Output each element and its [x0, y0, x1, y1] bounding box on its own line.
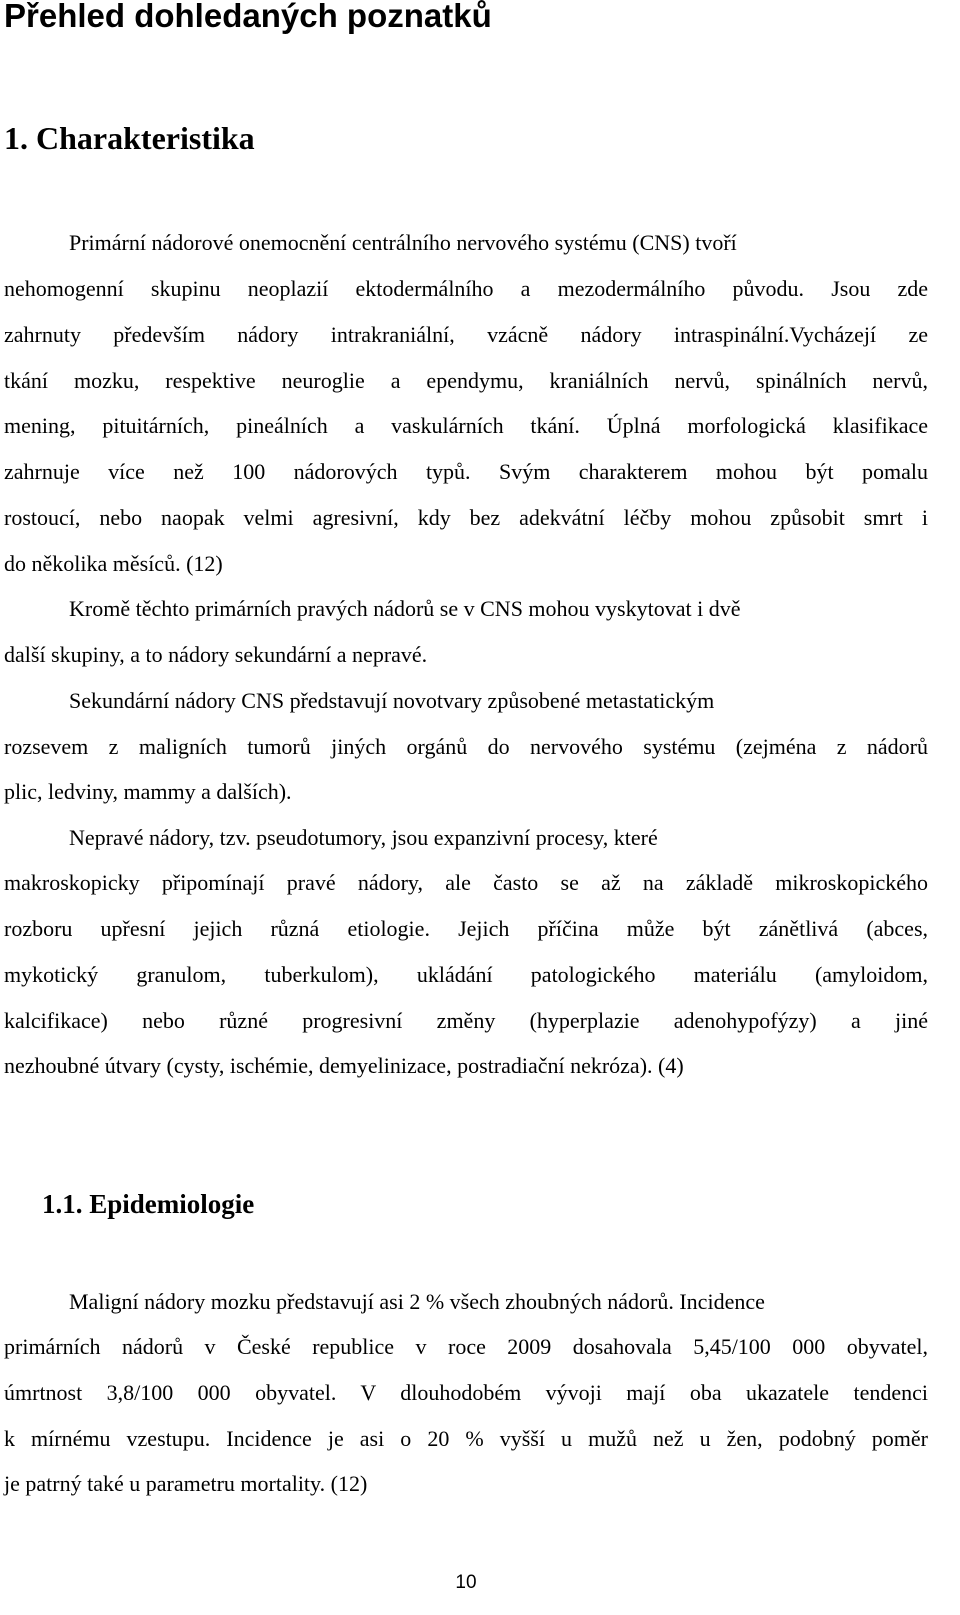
paragraph-line: primárních nádorů v České republice v roce 2009 dosahovala 5,45/100 000 obyvatel, — [4, 1334, 928, 1359]
paragraph-line: zahrnuje více než 100 nádorových typů. Svým charakterem mohou být pomalu — [4, 459, 928, 484]
paragraph-line: je patrný také u parametru mortality. (12) — [4, 1471, 368, 1496]
paragraph-line: tkání mozku, respektive neuroglie a ependymu, kraniálních nervů, spinálních nervů, — [4, 368, 928, 393]
paragraph-line: zahrnuty především nádory intrakraniální, vzácně nádory intraspinální.Vycházejí ze — [4, 322, 928, 347]
paragraph-line: plic, ledviny, mammy a dalších). — [4, 779, 292, 804]
paragraph-line: Primární nádorové onemocnění centrálního nervového systému (CNS) tvoří — [69, 230, 737, 255]
paragraph-line: nehomogenní skupinu neoplazií ektodermálního a mezodermálního původu. Jsou zde — [4, 276, 928, 301]
paragraph-line: makroskopicky připomínají pravé nádory, ale často se až na základě mikroskopického — [4, 870, 928, 895]
paragraph-line: úmrtnost 3,8/100 000 obyvatel. V dlouhodobém vývoji mají oba ukazatele tendenci — [4, 1380, 928, 1405]
paragraph-line: mening, pituitárních, pineálních a vaskulárních tkání. Úplná morfologická klasifikace — [4, 413, 928, 438]
paragraph-line: Sekundární nádory CNS představují novotvary způsobené metastatickým — [69, 688, 715, 713]
paragraph-line: Kromě těchto primárních pravých nádorů se v CNS mohou vyskytovat i dvě — [69, 596, 741, 621]
paragraph-line: rostoucí, nebo naopak velmi agresivní, kdy bez adekvátní léčby mohou způsobit smrt i — [4, 505, 928, 530]
paragraph-line: další skupiny, a to nádory sekundární a nepravé. — [4, 642, 428, 667]
paragraph-line: rozboru upřesní jejich různá etiologie. Jejich příčina může být zánětlivá (abces, — [4, 916, 928, 941]
paragraph-line: do několika měsíců. (12) — [4, 551, 223, 576]
paragraph-line: kalcifikace) nebo různé progresivní změny (hyperplazie adenohypofýzy) a jiné — [4, 1008, 928, 1033]
paragraph-line: rozsevem z maligních tumorů jiných orgánů do nervového systému (zejména z nádorů — [4, 734, 928, 759]
section-heading-charakteristika: 1. Charakteristika — [4, 120, 255, 156]
paragraph-line: Nepravé nádory, tzv. pseudotumory, jsou expanzivní procesy, které — [69, 825, 658, 850]
paragraph-line: mykotický granulom, tuberkulom), ukládání patologického materiálu (amyloidom, — [4, 962, 928, 987]
section-heading-epidemiologie: 1.1. Epidemiologie — [42, 1189, 255, 1219]
paragraph-line: nezhoubné útvary (cysty, ischémie, demyelinizace, postradiační nekróza). (4) — [4, 1053, 684, 1078]
paragraph-line: Maligní nádory mozku představují asi 2 % všech zhoubných nádorů. Incidence — [69, 1289, 765, 1314]
page-number: 10 — [455, 1572, 477, 1593]
document-title: Přehled dohledaných poznatků — [4, 0, 492, 34]
paragraph-line: k mírnému vzestupu. Incidence je asi o 20 % vyšší u mužů než u žen, podobný poměr — [4, 1426, 928, 1451]
